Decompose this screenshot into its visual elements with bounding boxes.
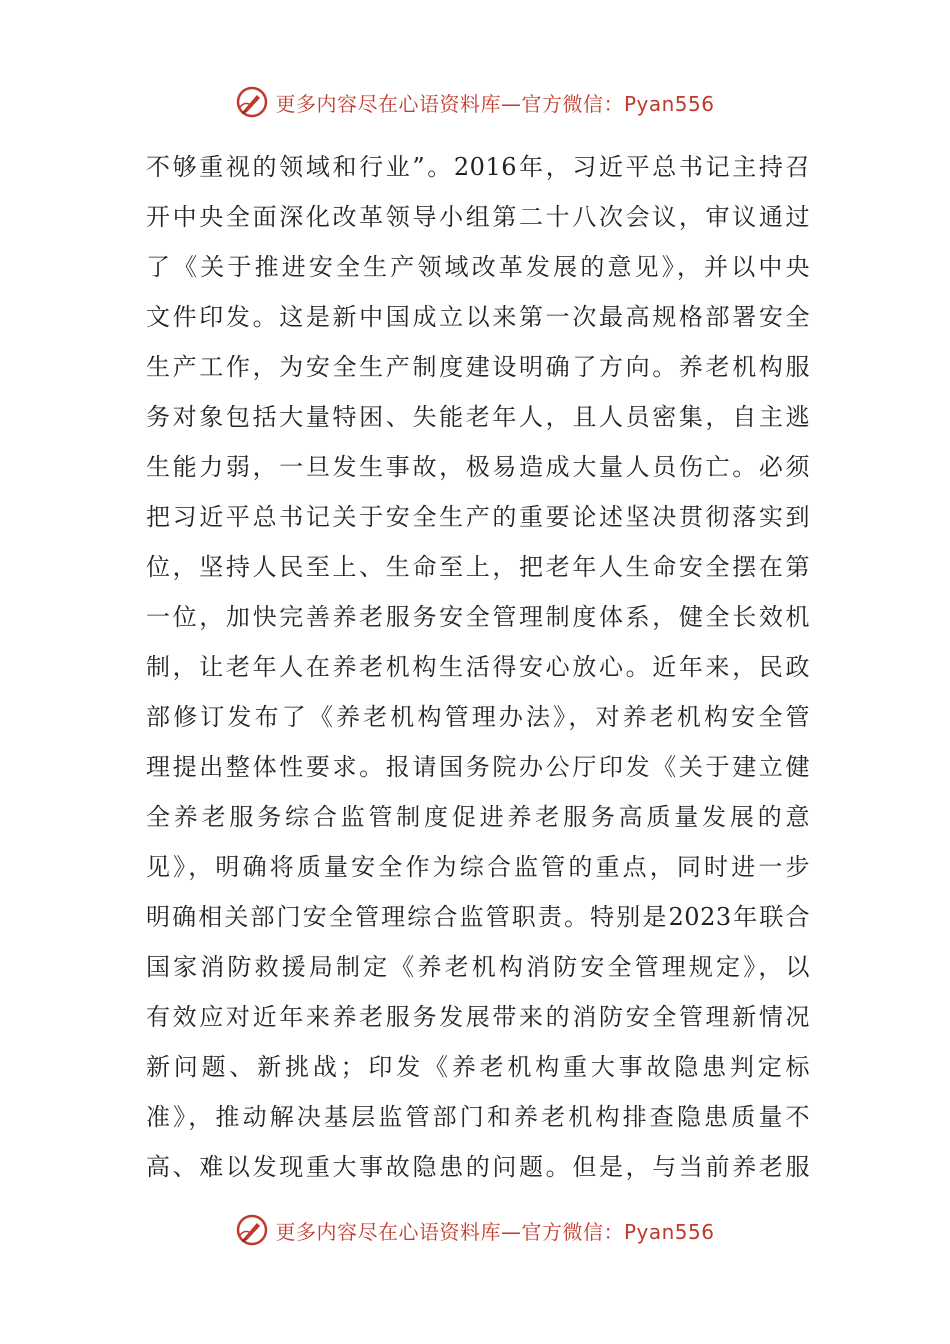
footer-watermark [0, 1210, 950, 1250]
pen-logo-icon [235, 1213, 269, 1247]
text-line: 准》，推动解决基层监管部门和养老机构排查隐患质量不 [146, 1103, 810, 1131]
text-line: 有效应对近年来养老服务发展带来的消防安全管理新情况 [146, 1003, 810, 1031]
text-line: 明确相关部门安全管理综合监管职责。特别是2023年联合 [146, 903, 810, 931]
text-line: 新问题、新挑战；印发《养老机构重大事故隐患判定标 [146, 1053, 810, 1081]
header-watermark-text: 更多内容尽在心语资料库—官方微信：Pyan556 [275, 91, 715, 116]
text-line: 开中央全面深化改革领导小组第二十八次会议，审议通过 [146, 203, 810, 231]
text-line: 不够重视的领域和行业”。2016年，习近平总书记主持召 [146, 153, 810, 181]
text-line: 生能力弱，一旦发生事故，极易造成大量人员伤亡。必须 [146, 453, 810, 481]
body-text [146, 142, 810, 1192]
text-line: 见》，明确将质量安全作为综合监管的重点，同时进一步 [146, 853, 810, 881]
footer-watermark-text: 更多内容尽在心语资料库—官方微信：Pyan556 [275, 1219, 715, 1244]
text-line: 务对象包括大量特困、失能老年人，且人员密集，自主逃 [146, 403, 810, 431]
text-line: 位，坚持人民至上、生命至上，把老年人生命安全摆在第 [146, 553, 810, 581]
text-line: 高、难以发现重大事故隐患的问题。但是，与当前养老服 [146, 1153, 810, 1181]
text-line: 一位，加快完善养老服务安全管理制度体系，健全长效机 [146, 603, 810, 631]
text-line: 制，让老年人在养老机构生活得安心放心。近年来，民政 [146, 653, 810, 681]
text-line: 生产工作，为安全生产制度建设明确了方向。养老机构服 [146, 353, 810, 381]
text-line: 了《关于推进安全生产领域改革发展的意见》，并以中央 [146, 253, 810, 281]
pen-logo-icon [235, 85, 269, 119]
text-line: 部修订发布了《养老机构管理办法》，对养老机构安全管 [146, 703, 810, 731]
text-line: 国家消防救援局制定《养老机构消防安全管理规定》，以 [146, 953, 810, 981]
text-line: 文件印发。这是新中国成立以来第一次最高规格部署安全 [146, 303, 810, 331]
header-watermark [0, 82, 950, 122]
text-line: 把习近平总书记关于安全生产的重要论述坚决贯彻落实到 [146, 503, 810, 531]
text-line: 理提出整体性要求。报请国务院办公厅印发《关于建立健 [146, 753, 810, 781]
text-line: 全养老服务综合监管制度促进养老服务高质量发展的意 [146, 803, 810, 831]
